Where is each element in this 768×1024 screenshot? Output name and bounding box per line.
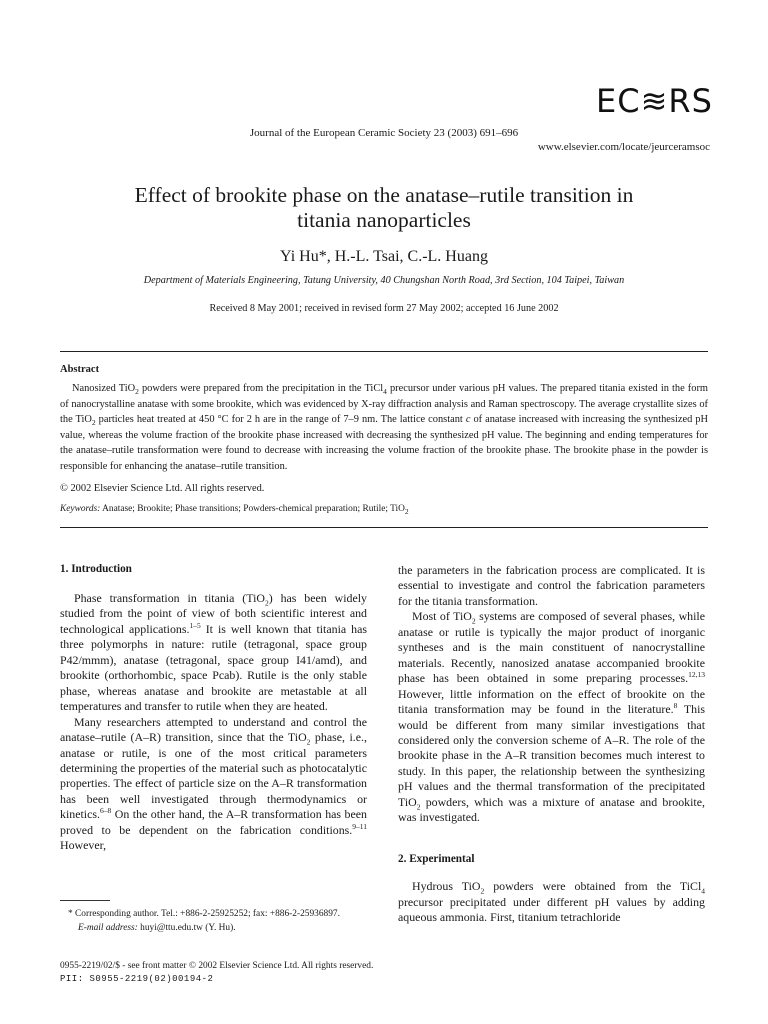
abstract-heading: Abstract	[60, 364, 100, 375]
abstract-copyright: © 2002 Elsevier Science Ltd. All rights reserved.	[60, 483, 265, 494]
title-line-2: titania nanoparticles	[297, 208, 471, 232]
keywords: Keywords: Anatase; Brookite; Phase transitions; Powders-chemical preparation; Rutile; TiO$_2$	[60, 504, 409, 516]
authors: Yi Hu*, H.-L. Tsai, C.-L. Huang	[280, 248, 488, 265]
pii: PII: S0955-2219(02)00194-2	[60, 974, 214, 984]
section-heading-introduction: 1. Introduction	[60, 563, 132, 575]
paper-title	[60, 183, 708, 233]
abstract-text: Nanosized TiO$_2$ powders were prepared from the precipitation in the TiCl$_4$ precursor under various pH values. The prepared titania existed in the form of nanocrystalline anatase with some brookite, which was evidenced by X-ray diffraction analysis and Raman spectroscopy. The average crystallite sizes of the TiO$_2$ particles heat treated at 450 °C for 2 h are in the range of 7–9 nm. The lattice constant c of anatase increased with increasing the synthesized pH value, whereas the volume fraction of the brookite phase increased with decreasing the synthesized pH value. The beginning and ending temperatures for the anatase–rutile transformation were found to decrease with increasing the volume fraction of the brookite phase. The brookite phase in the powder is responsible for enhancing the anatase–rutile transition.	[60, 383, 708, 472]
journal-citation: Journal of the European Ceramic Society 23 (2003) 691–696	[249, 127, 519, 139]
affiliation: Department of Materials Engineering, Tatung University, 40 Chungshan North Road, 3rd Section, 104 Taipei, Taiwan	[143, 275, 625, 286]
footnote-email: E-mail address: huyi@ttu.edu.tw (Y. Hu).	[78, 922, 236, 933]
keywords-label: Keywords:	[60, 504, 101, 514]
abstract-bottom-rule	[60, 527, 708, 528]
experimental-paragraph-1: Hydrous TiO$_2$ powders were obtained from the TiCl$_4$ precursor precipitated under different pH values by adding aqueous ammonia. First, titanium tetrachloride	[398, 879, 705, 925]
corresponding-author-footnote	[60, 908, 367, 935]
issn-copyright: 0955-2219/02/$ - see front matter © 2002 Elsevier Science Ltd. All rights reserved.	[60, 961, 374, 971]
front-matter-info	[60, 960, 373, 986]
intro-paragraph-continued: the parameters in the fabrication process are complicated. It is essential to investigate and control the fabrication parameters for the titania transformation.	[398, 563, 705, 608]
intro-paragraph-1: Phase transformation in titania (TiO$_2$) has been widely studied from the point of view of both scientific interest and technological applications.$^{1-5}$ It is well known that titania has three polymorphs in nature: rutile (tetragonal, space group P42/mmm), anatase (tetragonal, space group I41/amd), and brookite (orthorhombic, space Pcab). Rutile is the only stable phase, whereas anatase and brookite are metastable at all temperatures and transfer to rutile when they are heated.	[60, 591, 368, 714]
journal-url[interactable]: www.elsevier.com/locate/jeurceramsoc	[537, 141, 710, 153]
right-column	[398, 563, 705, 926]
footnote-rule	[60, 900, 110, 901]
intro-paragraph-2: Many researchers attempted to understand and control the anatase–rutile (A–R) transition, since that the TiO$_2$ phase, i.e., anatase or rutile, is one of the most critical parameters determining the properties of the material such as photocatalytic properties. The effect of particle size on the A–R transformation has been well investigated through thermodynamics or kinetics.$^{6-8}$ On the other hand, the A–R transformation has been proved to be dependent on the fabrication conditions.$^{9-11}$ However,	[60, 714, 367, 853]
footnote-contact: * Corresponding author. Tel.: +886-2-25925252; fax: +886-2-25936897.	[68, 909, 340, 919]
left-column	[60, 591, 367, 854]
abstract-top-rule	[60, 351, 708, 352]
publisher-logo: EC≋RS	[596, 82, 713, 120]
title-line-1: Effect of brookite phase on the anatase–rutile transition in	[134, 183, 634, 207]
section-heading-experimental: 2. Experimental	[398, 852, 475, 865]
received-dates: Received 8 May 2001; received in revised form 27 May 2002; accepted 16 June 2002	[209, 303, 559, 314]
intro-paragraph-3: Most of TiO$_2$ systems are composed of several phases, while anatase or rutile is typically the major product of inorganic syntheses and is the main constituent of nanocrystalline materials. Recently, nanosized anatase accompanied brookite phase has been obtained in some preparing processes.$^{12,13}$ However, little information on the effect of brookite on the titania transformation may be found in the literature.$^8$ This would be different from many similar investigations that considered only the conversion scheme of A–R. The role of the brookite phase in the A–R transition becomes much interest to study. In this paper, the relationship between the synthesizing pH values and the thermal transformation of the precipitated TiO$_2$ powders, which was a mixture of anatase and brookite, was investigated.	[398, 609, 706, 825]
